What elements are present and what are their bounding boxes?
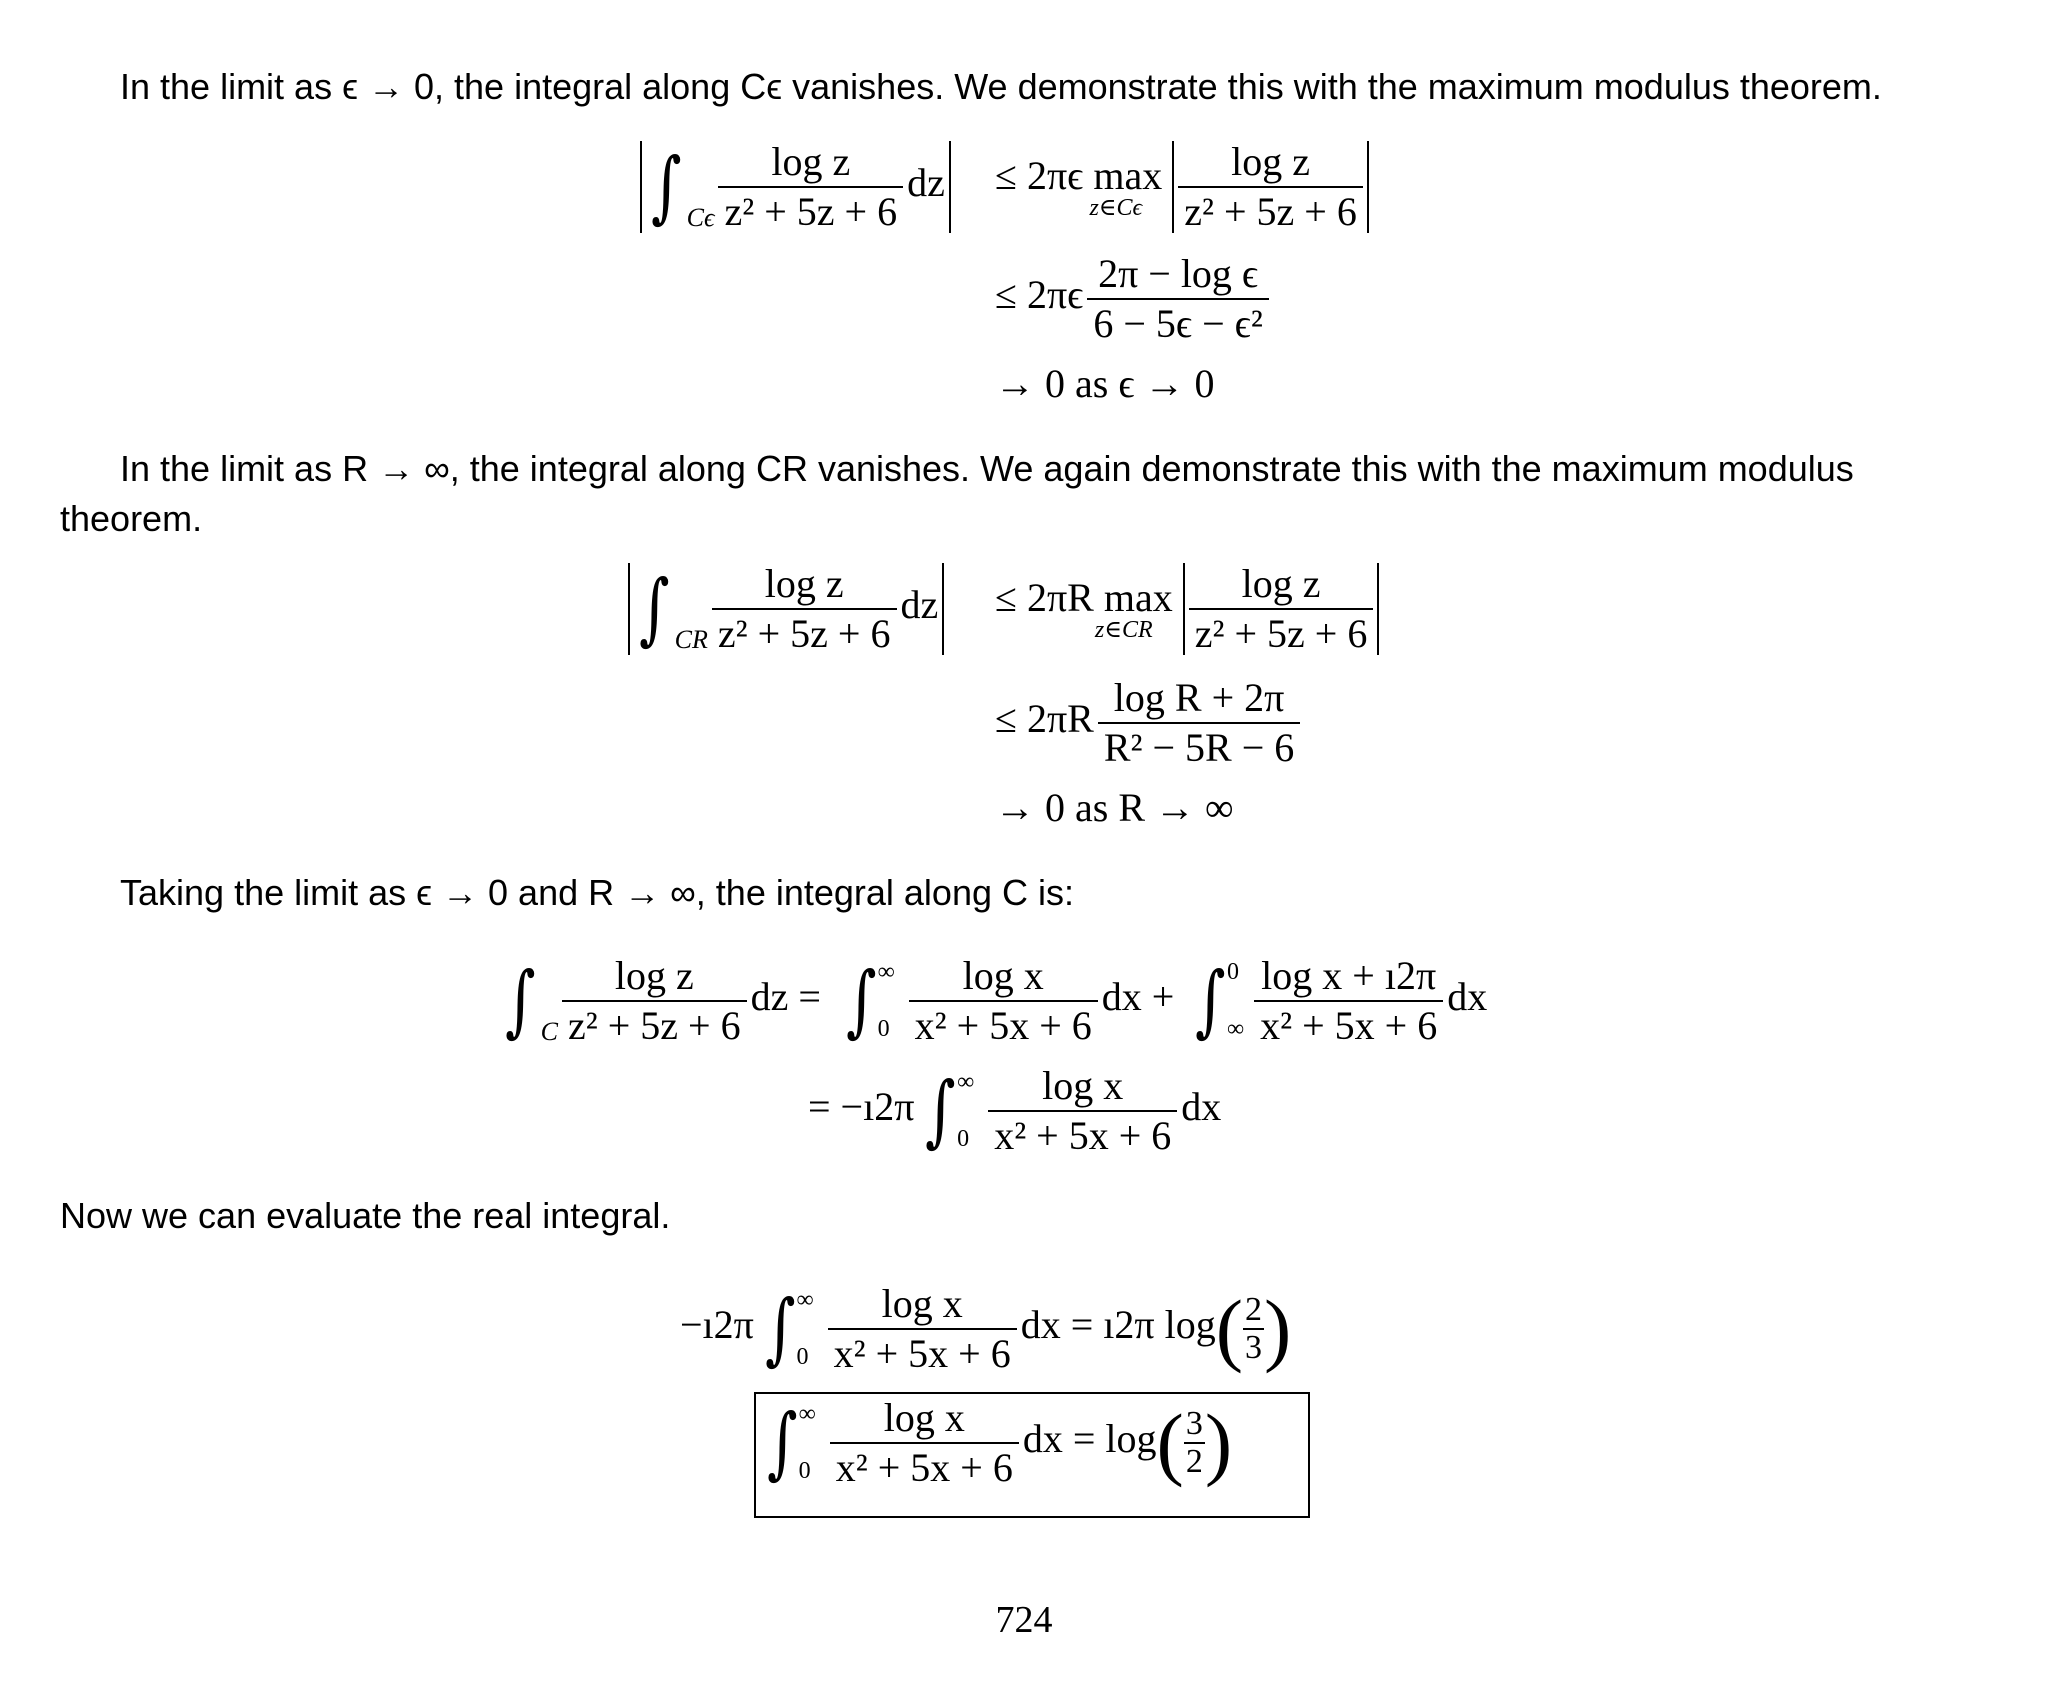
integral-sign: ∫ <box>767 1398 798 1488</box>
denominator-2: z² + 5z + 6 <box>1178 186 1363 234</box>
term1-differential: dx + <box>1101 974 1175 1020</box>
lhs-numerator: log z <box>614 953 694 998</box>
lower-limit-2: ∞ <box>1226 1016 1245 1042</box>
eq4-rhs: dx = ı2π log <box>1020 1302 1216 1348</box>
fraction-3 <box>1087 252 1269 346</box>
eq4-small-num: 2 <box>1245 1291 1263 1328</box>
lhs-differential: dz = <box>750 974 821 1020</box>
integral-sign-4: ∫ <box>925 1066 956 1156</box>
limits-2 <box>1227 959 1244 1043</box>
eq4-small-den: 3 <box>1245 1329 1263 1366</box>
integral-sign-3: ∫ <box>1195 956 1226 1046</box>
term2-differential: dx <box>1447 974 1488 1020</box>
eq5-denominator: x² + 5x + 6 <box>830 1442 1019 1490</box>
numerator: log z <box>771 139 851 184</box>
denominator: z² + 5z + 6 <box>718 186 903 234</box>
lower-limit: 0 <box>796 1344 809 1370</box>
denominator: z² + 5z + 6 <box>712 608 897 656</box>
max-prefix: ≤ 2πϵ max <box>995 153 1163 198</box>
equation-3-line-1 <box>500 954 1487 1048</box>
term2-numerator: log x + ı2π <box>1261 953 1437 998</box>
lhs-denominator: z² + 5z + 6 <box>562 1000 747 1048</box>
abs-bar-left <box>640 141 642 233</box>
limits-3 <box>957 1069 974 1153</box>
eq4-numerator: log x <box>881 1281 963 1326</box>
abs-bar-left <box>628 563 630 655</box>
limits-1 <box>878 959 895 1043</box>
max-subscript: z∈Cϵ <box>1089 195 1143 221</box>
fraction-3 <box>1098 676 1300 770</box>
fraction <box>712 562 897 656</box>
equation-2-rhs-1 <box>995 562 1379 656</box>
max-subscript: z∈CR <box>1094 617 1153 643</box>
paragraph-4: Now we can evaluate the real integral. <box>60 1195 671 1236</box>
left-paren: ( <box>1156 1397 1184 1488</box>
max-operator <box>995 574 1173 644</box>
contour-subscript: C <box>540 1017 558 1047</box>
fraction <box>718 140 903 234</box>
limits <box>797 1287 814 1371</box>
eq5-small-den: 2 <box>1185 1443 1203 1480</box>
left-paren: ( <box>1215 1283 1244 1374</box>
right-paren: ) <box>1264 1283 1292 1374</box>
eq5-rhs: dx = log <box>1022 1416 1157 1462</box>
equation-1-rhs-1 <box>995 140 1369 234</box>
upper-limit: ∞ <box>877 959 895 985</box>
line2-differential: dx <box>1181 1084 1222 1130</box>
equation-5 <box>762 1396 1232 1490</box>
integral-sign: ∫ <box>505 956 536 1046</box>
abs-bar-left-2 <box>1172 141 1174 233</box>
denominator-2: z² + 5z + 6 <box>1189 608 1374 656</box>
lower-limit: 0 <box>798 1458 811 1484</box>
max-operator <box>995 152 1162 222</box>
numerator: log z <box>764 561 844 606</box>
lower-limit-3: 0 <box>957 1126 970 1152</box>
right-paren: ) <box>1204 1397 1233 1488</box>
paragraph-2-line-2: theorem. <box>60 498 203 539</box>
differential: dz <box>900 582 939 628</box>
eq5-small-num: 3 <box>1185 1405 1203 1442</box>
numerator-3: log R + 2π <box>1113 675 1285 720</box>
eq4-small-fraction <box>1243 1292 1264 1366</box>
equation-1-rhs-3: → 0 as ϵ → 0 <box>995 361 1215 406</box>
line2-prefix: = −ı2π <box>808 1084 915 1130</box>
abs-bar-right <box>942 563 944 655</box>
equation-1-line-1 <box>640 140 951 234</box>
limits <box>799 1401 816 1485</box>
fraction-2 <box>1178 140 1363 234</box>
term1-fraction <box>909 954 1098 1048</box>
integral-sign: ∫ <box>651 142 682 232</box>
upper-limit: ∞ <box>796 1287 814 1313</box>
eq4-denominator: x² + 5x + 6 <box>828 1328 1017 1376</box>
equation-2-line-1 <box>628 562 944 656</box>
lhs-fraction <box>562 954 747 1048</box>
denominator-3: R² − 5R − 6 <box>1098 722 1300 770</box>
paragraph-3: Taking the limit as ϵ → 0 and R → ∞, the integral along C is: <box>120 872 1074 913</box>
equation-4 <box>680 1282 1291 1376</box>
abs-bar-right-2 <box>1367 141 1369 233</box>
numerator-2: log z <box>1241 561 1321 606</box>
contour-subscript: CR <box>674 625 708 655</box>
contour-subscript: Cϵ <box>686 203 715 233</box>
page-number: 724 <box>995 1599 1053 1641</box>
upper-limit-2: 0 <box>1226 959 1239 985</box>
rhs2-prefix: ≤ 2πR <box>995 696 1094 742</box>
eq5-fraction <box>830 1396 1019 1490</box>
integral-sign: ∫ <box>639 564 670 654</box>
equation-3-line-2 <box>808 1064 1221 1158</box>
line2-fraction <box>988 1064 1177 1158</box>
upper-limit-3: ∞ <box>957 1069 975 1095</box>
eq4-prefix: −ı2π <box>680 1302 754 1348</box>
term2-denominator: x² + 5x + 6 <box>1254 1000 1443 1048</box>
term2-fraction <box>1254 954 1443 1048</box>
integral-sign: ∫ <box>764 1284 796 1374</box>
abs-bar-right <box>949 141 951 233</box>
paragraph-2-line-1: In the limit as R → ∞, the integral along CR vanishes. We again demonstrate this with the maximum modulus <box>120 448 1854 489</box>
fraction-2 <box>1189 562 1374 656</box>
denominator-3: 6 − 5ϵ − ϵ² <box>1087 298 1269 346</box>
paragraph-1: In the limit as ϵ → 0, the integral along Cϵ vanishes. We demonstrate this with the maximum modulus theorem. <box>120 66 1882 107</box>
integral-sign-2: ∫ <box>846 956 877 1046</box>
eq4-fraction <box>828 1282 1017 1376</box>
lower-limit: 0 <box>877 1016 890 1042</box>
equation-2-rhs-2 <box>995 676 1304 770</box>
numerator-3: 2π − log ϵ <box>1098 251 1259 296</box>
eq5-numerator: log x <box>883 1395 965 1440</box>
max-prefix: ≤ 2πR max <box>995 575 1173 620</box>
abs-bar-right-2 <box>1377 563 1379 655</box>
term1-denominator: x² + 5x + 6 <box>909 1000 1098 1048</box>
rhs2-prefix: ≤ 2πϵ <box>995 272 1084 318</box>
equation-1-rhs-2 <box>995 252 1273 346</box>
differential: dz <box>907 160 945 206</box>
upper-limit: ∞ <box>798 1401 816 1427</box>
term1-numerator: log x <box>962 953 1044 998</box>
eq5-small-fraction <box>1184 1406 1205 1480</box>
abs-bar-left-2 <box>1183 563 1185 655</box>
line2-numerator: log x <box>1042 1063 1124 1108</box>
numerator-2: log z <box>1231 139 1310 184</box>
equation-2-rhs-3: → 0 as R → ∞ <box>995 785 1234 830</box>
line2-denominator: x² + 5x + 6 <box>988 1110 1177 1158</box>
